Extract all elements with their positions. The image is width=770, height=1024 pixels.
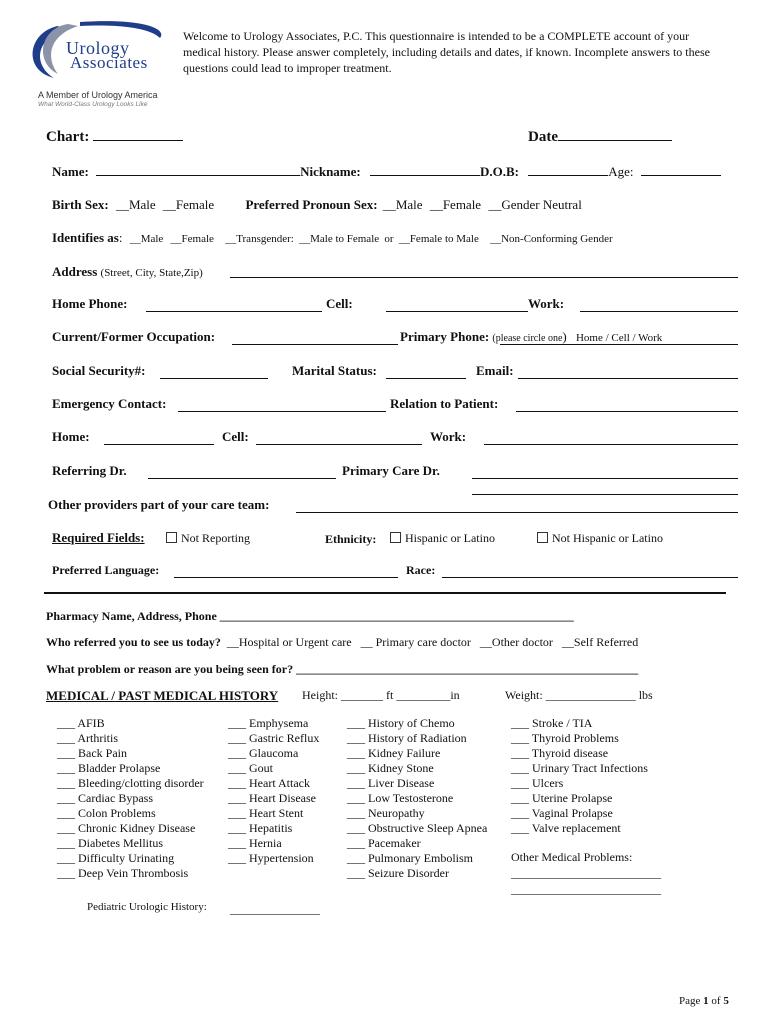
condition-item[interactable]: ___ AFIB [57, 716, 105, 730]
cell-label: Cell: [326, 296, 353, 311]
condition-item[interactable]: ___ Colon Problems [57, 806, 156, 820]
dob-label: D.O.B: [480, 164, 519, 179]
home-phone-label: Home Phone: [52, 296, 128, 311]
emergency-cell-label: Cell: [222, 429, 249, 444]
condition-item[interactable]: ___ Diabetes Mellitus [57, 836, 163, 850]
condition-item[interactable]: ___ Kidney Stone [347, 761, 434, 775]
relation-field[interactable] [516, 411, 738, 412]
page-current: 1 [703, 995, 709, 1007]
language-label: Preferred Language: [52, 563, 160, 577]
chart-label: Chart: [46, 129, 90, 145]
primary-phone-hint: (please circle one [492, 333, 563, 344]
pronoun-male[interactable]: __Male [382, 197, 423, 212]
language-field[interactable] [174, 577, 398, 578]
referring-label: Referring Dr. [52, 463, 127, 478]
email-field[interactable] [518, 378, 738, 379]
logo [20, 18, 170, 110]
logo-subtag: What World-Class Urology Looks Like [38, 101, 148, 108]
ssn-field[interactable] [160, 378, 268, 379]
emergency-work-label: Work: [430, 429, 467, 444]
marital-field[interactable] [386, 378, 466, 379]
identifies-label: Identifies as [52, 230, 119, 245]
emergency-home-field[interactable] [104, 444, 214, 445]
condition-item[interactable]: ___ Liver Disease [347, 776, 435, 790]
pharmacy-field[interactable]: Pharmacy Name, Address, Phone ___________________________________________________________ [46, 609, 574, 623]
condition-item[interactable]: ___ Stroke / TIA [511, 716, 593, 730]
hispanic-text: Hispanic or Latino [405, 531, 495, 545]
occupation-label: Current/Former Occupation: [52, 329, 216, 344]
section-divider [44, 592, 726, 594]
emergency-contact-label: Emergency Contact: [52, 396, 167, 411]
condition-item[interactable]: ___ Cardiac Bypass [57, 791, 153, 805]
address-label: Address [52, 264, 98, 279]
identifies-or: or [384, 233, 394, 245]
referred-self[interactable]: __Self Referred [561, 635, 639, 649]
primary-phone-label: Primary Phone: [400, 329, 490, 344]
condition-item[interactable]: ___ Deep Vein Thrombosis [57, 866, 189, 880]
condition-item[interactable]: ___ Glaucoma [228, 746, 299, 760]
occupation-field[interactable] [232, 344, 398, 345]
required-fields-text: Required Fields: [52, 530, 145, 545]
referring-field[interactable] [148, 478, 336, 479]
relation-label: Relation to Patient: [390, 396, 499, 411]
email-label: Email: [476, 363, 514, 378]
page-total: 5 [723, 995, 729, 1007]
hispanic-checkbox[interactable] [390, 532, 401, 543]
logo-line2: Associates [70, 53, 148, 72]
work-label: Work: [528, 296, 565, 311]
identifies-female[interactable]: __Female [170, 233, 214, 245]
work-field[interactable] [580, 311, 738, 312]
condition-item[interactable]: ___ Hernia [228, 836, 282, 850]
logo-tagline: A Member of Urology America [38, 90, 158, 100]
date-field[interactable] [558, 128, 672, 141]
birth-sex-label: Birth Sex: [52, 197, 109, 212]
condition-item[interactable]: ___ Neuropathy [347, 806, 425, 820]
other-problems-line-1[interactable]: _________________________ [511, 866, 661, 880]
condition-item[interactable]: ___ Seizure Disorder [347, 866, 449, 880]
conditions-column-2 [228, 716, 319, 866]
pronoun-neutral[interactable]: __Gender Neutral [488, 197, 582, 212]
care-team-label: Other providers part of your care team: [48, 497, 270, 512]
emergency-contact-field[interactable] [178, 411, 386, 412]
chart-field[interactable] [93, 128, 183, 141]
not-hispanic-option[interactable] [537, 531, 663, 546]
condition-item[interactable]: ___ Urinary Tract Infections [511, 761, 648, 775]
pcp-field[interactable] [472, 478, 738, 479]
birth-sex-female[interactable]: __Female [162, 197, 215, 212]
pediatric-field[interactable]: _______________ [230, 902, 320, 916]
condition-item[interactable]: ___ Chronic Kidney Disease [57, 821, 196, 835]
conditions-column-3 [347, 716, 487, 881]
age-field[interactable] [641, 175, 721, 176]
nickname-field[interactable] [370, 175, 480, 176]
identifies-ftm[interactable]: __Female to Male [398, 233, 479, 245]
emergency-work-field[interactable] [484, 444, 738, 445]
cell-field[interactable] [386, 311, 528, 312]
referred-other[interactable]: __Other doctor [479, 635, 553, 649]
condition-item[interactable]: ___ Heart Disease [228, 791, 316, 805]
condition-item[interactable]: ___ Low Testosterone [347, 791, 454, 805]
ssn-label: Social Security#: [52, 363, 146, 378]
hispanic-option[interactable] [390, 531, 495, 546]
emergency-home-label: Home: [52, 429, 90, 444]
identifies-nonconf[interactable]: __Non-Conforming Gender [490, 233, 613, 245]
race-field[interactable] [442, 577, 738, 578]
primary-phone-hint-close: ) [562, 329, 567, 344]
condition-item[interactable]: ___ Ulcers [511, 776, 564, 790]
pronoun-label: Preferred Pronoun Sex: [245, 197, 378, 212]
page-prefix: Page [679, 995, 704, 1007]
not-reporting-checkbox[interactable] [166, 532, 177, 543]
ethnicity-label: Ethnicity: [325, 532, 377, 546]
condition-item[interactable]: ___ Thyroid disease [511, 746, 609, 760]
condition-item[interactable]: ___ Gout [228, 761, 273, 775]
logo-line1: Urology [66, 38, 130, 58]
condition-item[interactable]: ___ Emphysema [228, 716, 309, 730]
primary-phone-underline [500, 344, 738, 345]
history-title: MEDICAL / PAST MEDICAL HISTORY [46, 688, 279, 703]
emergency-cell-field[interactable] [256, 444, 422, 445]
referred-label: Who referred you to see us today? [46, 635, 221, 649]
marital-label: Marital Status: [292, 363, 377, 378]
condition-item[interactable]: ___ Obstructive Sleep Apnea [347, 821, 488, 835]
address-field[interactable] [230, 277, 738, 278]
nickname-label: Nickname: [300, 164, 361, 179]
condition-item[interactable]: ___ Valve replacement [511, 821, 621, 835]
condition-item[interactable]: ___ Vaginal Prolapse [511, 806, 613, 820]
condition-item[interactable]: ___ Kidney Failure [347, 746, 441, 760]
condition-item[interactable]: ___ Pulmonary Embolism [347, 851, 473, 865]
identifies-mtf[interactable]: __Male to Female [299, 233, 380, 245]
name-label: Name: [52, 164, 89, 179]
condition-item[interactable]: ___ Thyroid Problems [511, 731, 619, 745]
condition-item[interactable]: ___ Difficulty Urinating [57, 851, 175, 865]
not-reporting-option[interactable] [166, 531, 250, 546]
address-hint: (Street, City, State,Zip) [100, 267, 203, 279]
name-field[interactable] [96, 175, 300, 176]
condition-item[interactable]: ___ Hepatitis [228, 821, 293, 835]
intro-text: Welcome to Urology Associates, P.C. This questionnaire is intended to be a COMPLETE account of your medical history. Please answer completely, including details and dates, if known. Incomplete answers to these questions could lead to improper treatment. [183, 29, 710, 75]
problem-field[interactable]: What problem or reason are you being seen for? _________________________________________________________ [46, 662, 639, 676]
home-phone-field[interactable] [146, 311, 322, 312]
condition-item[interactable]: ___ Uterine Prolapse [511, 791, 613, 805]
condition-item[interactable]: ___ Heart Stent [228, 806, 304, 820]
referred-pcp[interactable]: __ Primary care doctor [360, 635, 471, 649]
identifies-colon: : [118, 230, 123, 245]
condition-item[interactable]: ___ Bleeding/clotting disorder [57, 776, 204, 790]
conditions-column-1 [57, 716, 204, 881]
condition-item[interactable]: ___ Heart Attack [228, 776, 310, 790]
page-of: of [708, 995, 724, 1007]
pronoun-female[interactable]: __Female [429, 197, 482, 212]
height-field[interactable]: Height: _______ ft _________in [302, 688, 460, 702]
primary-phone-options[interactable]: Home / Cell / Work [575, 332, 663, 344]
birth-sex-male[interactable]: __Male [115, 197, 156, 212]
pcp-label: Primary Care Dr. [342, 463, 440, 478]
weight-field[interactable]: Weight: _______________ lbs [505, 688, 653, 702]
dob-field[interactable] [528, 175, 608, 176]
required-fields-label [52, 530, 145, 546]
age-label: Age: [608, 164, 634, 179]
identifies-male[interactable]: __Male [129, 233, 164, 245]
condition-item[interactable]: ___ History of Chemo [347, 716, 455, 730]
condition-item[interactable]: ___ Arthritis [57, 731, 119, 745]
condition-item[interactable]: ___ Bladder Prolapse [57, 761, 161, 775]
identifies-trans[interactable]: __Transgender: [225, 233, 294, 245]
condition-item[interactable]: ___ Gastric Reflux [228, 731, 320, 745]
not-hispanic-checkbox[interactable] [537, 532, 548, 543]
condition-item[interactable]: ___ Hypertension [228, 851, 314, 865]
race-label: Race: [406, 563, 436, 577]
other-problems-label: Other Medical Problems: [511, 850, 633, 864]
condition-item[interactable]: ___ Pacemaker [347, 836, 421, 850]
pcp-field-2[interactable] [472, 494, 738, 495]
condition-item[interactable]: ___ Back Pain [57, 746, 127, 760]
not-hispanic-text: Not Hispanic or Latino [552, 531, 663, 545]
conditions-column-4 [511, 716, 648, 836]
page-number [679, 995, 729, 1007]
pediatric-label: Pediatric Urologic History: [87, 901, 207, 913]
care-team-field[interactable] [296, 512, 738, 513]
not-reporting-text: Not Reporting [181, 531, 250, 545]
date-label: Date [528, 129, 558, 145]
condition-item[interactable]: ___ History of Radiation [347, 731, 467, 745]
other-problems-line-2[interactable]: _________________________ [511, 882, 661, 896]
referred-hospital[interactable]: __Hospital or Urgent care [226, 635, 352, 649]
